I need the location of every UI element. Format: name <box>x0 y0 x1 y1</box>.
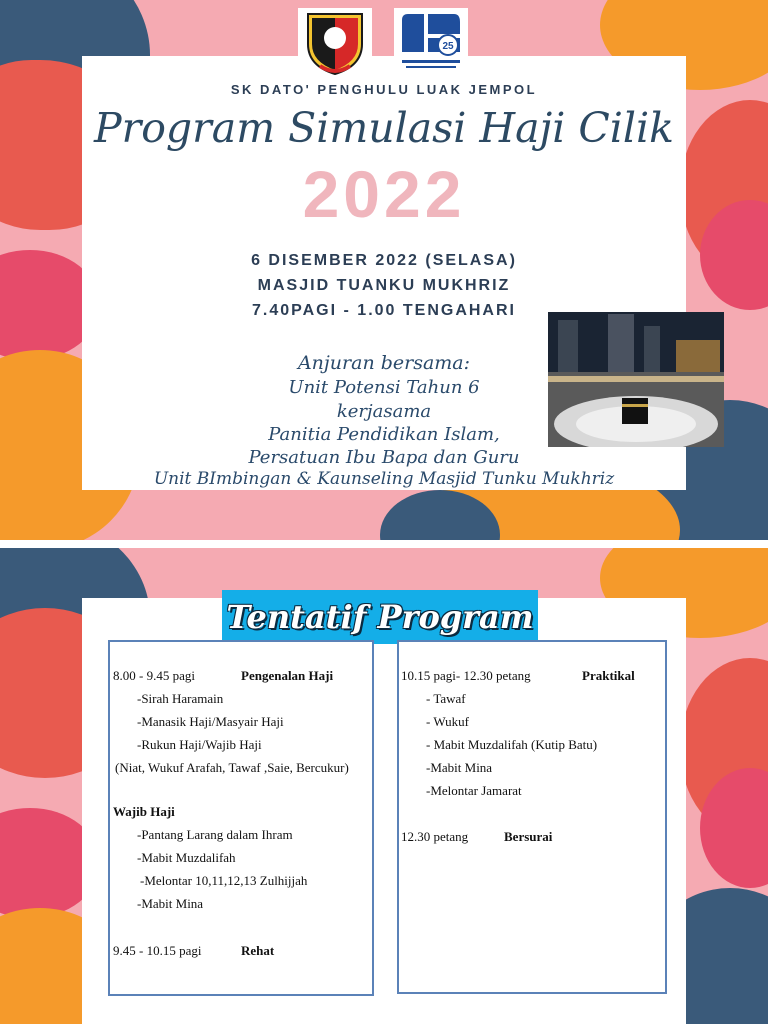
program-title: Program Simulasi Haji Cilik <box>94 104 674 152</box>
session-title: Rehat <box>241 943 275 958</box>
list-item: -Rukun Haji/Wajib Haji <box>137 737 262 752</box>
list-item: - Mabit Muzdalifah (Kutip Batu) <box>426 737 598 752</box>
tentatif-banner <box>222 590 538 644</box>
session-title: Pengenalan Haji <box>241 668 334 683</box>
section-title: Wajib Haji <box>113 804 175 819</box>
organizer-line: Unit Potensi Tahun 6 <box>288 377 480 398</box>
list-item: -Mabit Muzdalifah <box>137 850 236 865</box>
tentatif-heading: Tentatif Program <box>226 598 534 636</box>
list-item: -Mabit Mina <box>137 896 204 911</box>
session-time: 12.30 petang <box>401 829 469 844</box>
session-title: Praktikal <box>582 668 635 683</box>
school-name: SK DATO' PENGHULU LUAK JEMPOL <box>230 82 538 97</box>
list-item: -Melontar 10,11,12,13 Zulhijjah <box>140 873 308 888</box>
list-item: -Sirah Haramain <box>137 691 224 706</box>
session-time: 8.00 - 9.45 pagi <box>113 668 195 683</box>
school-crest-logo <box>298 8 372 76</box>
session-time: 9.45 - 10.15 pagi <box>113 943 202 958</box>
list-item: -Mabit Mina <box>426 760 493 775</box>
anniversary-logo <box>394 8 468 76</box>
list-item: (Niat, Wukuf Arafah, Tawaf ,Saie, Bercukur) <box>115 760 349 775</box>
organizer-line: Persatuan Ibu Bapa dan Guru <box>248 447 520 468</box>
organizer-line: Panitia Pendidikan Islam, <box>268 424 500 445</box>
list-item: -Pantang Larang dalam Ihram <box>137 827 293 842</box>
organizer-heading: Anjuran bersama: <box>297 352 471 374</box>
list-item: -Melontar Jamarat <box>426 783 522 798</box>
event-date: 6 DISEMBER 2022 (SELASA) <box>251 252 517 269</box>
program-year: 2022 <box>302 157 466 231</box>
event-venue: MASJID TUANKU MUKHRIZ <box>257 277 511 294</box>
list-item: - Tawaf <box>426 691 466 706</box>
list-item: - Wukuf <box>426 714 469 729</box>
session-title: Bersurai <box>504 829 553 844</box>
logo-number: 25 <box>442 41 454 52</box>
organizer-line: Unit BImbingan & Kaunseling Masjid Tunku Mukhriz <box>153 469 615 489</box>
organizer-line: kerjasama <box>336 401 432 422</box>
event-time: 7.40PAGI - 1.00 TENGAHARI <box>252 302 516 319</box>
session-time: 10.15 pagi- 12.30 petang <box>401 668 531 683</box>
list-item: -Manasik Haji/Masyair Haji <box>137 714 284 729</box>
kaaba-photo <box>548 312 724 447</box>
page-separator <box>0 540 768 548</box>
